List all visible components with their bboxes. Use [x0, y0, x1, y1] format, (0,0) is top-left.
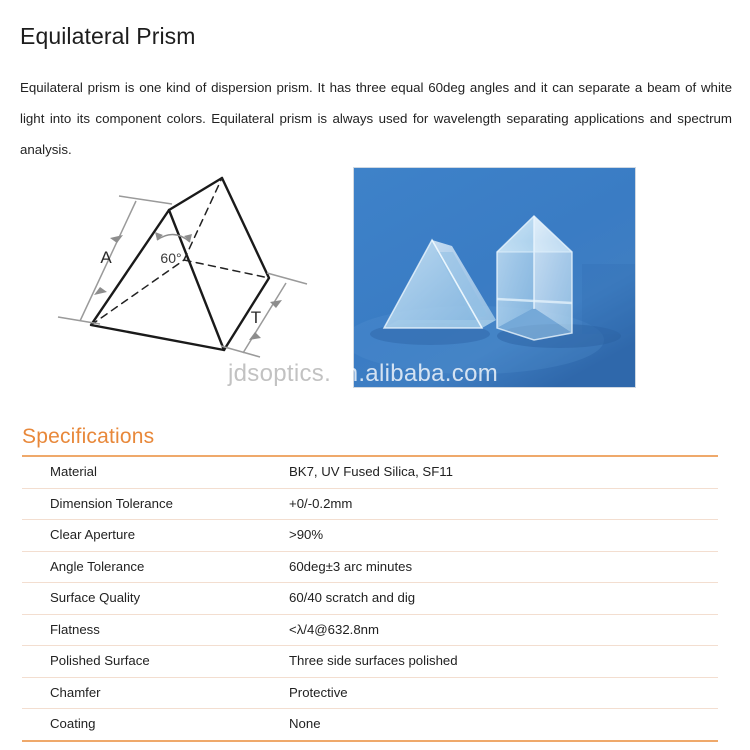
spec-value: 60/40 scratch and dig	[289, 590, 416, 605]
specifications-table	[22, 455, 718, 742]
spec-name: Chamfer	[50, 684, 101, 700]
table-row	[22, 646, 718, 678]
spec-name: Angle Tolerance	[50, 558, 145, 574]
spec-value: >90%	[289, 527, 324, 542]
table-row	[22, 520, 718, 552]
product-photo-svg	[354, 168, 636, 388]
table-row	[22, 677, 718, 709]
watermark-text-plain: jdsoptics.	[228, 360, 332, 387]
spec-name: Flatness	[50, 621, 100, 637]
spec-value: +0/-0.2mm	[289, 495, 353, 511]
product-description	[20, 72, 732, 165]
dimension-label-angle: 60°	[160, 250, 182, 266]
spec-value: Protective	[289, 684, 348, 700]
spec-name: Surface Quality	[50, 590, 141, 605]
prism-technical-drawing	[24, 165, 334, 390]
specifications-table-body	[22, 456, 718, 741]
table-row	[22, 709, 718, 741]
spec-name: Material	[50, 464, 97, 479]
spec-value: None	[289, 716, 321, 731]
table-row	[22, 456, 718, 488]
product-description-text: Equilateral prism is one kind of dispersion prism. It has three equal 60deg angles and it can separate a beam of white light into its component colors. Equilateral prism is always used for wavelength separating applications and spectrum analysis.	[20, 80, 732, 157]
table-row	[22, 551, 718, 583]
specifications-heading: Specifications	[22, 425, 155, 449]
spec-name: Dimension Tolerance	[50, 495, 173, 511]
spec-name: Coating	[50, 716, 96, 731]
spec-name: Polished Surface	[50, 653, 150, 668]
dimension-label-a: A	[100, 248, 112, 267]
dimension-label-t: T	[250, 308, 262, 327]
table-row	[22, 614, 718, 646]
page-title: Equilateral Prism	[20, 23, 196, 50]
spec-value: BK7, UV Fused Silica, SF11	[289, 464, 453, 479]
watermark-text-on-photo: en.alibaba.com	[331, 360, 499, 387]
product-photo	[353, 167, 636, 388]
media-row	[0, 165, 750, 393]
spec-name: Clear Aperture	[50, 527, 136, 542]
spec-value: 60deg±3 arc minutes	[289, 558, 413, 574]
spec-value: <λ/4@632.8nm	[289, 621, 380, 637]
table-row	[22, 488, 718, 520]
spec-value: Three side surfaces polished	[289, 653, 458, 668]
table-row	[22, 583, 718, 615]
prism-drawing-svg	[24, 165, 334, 390]
